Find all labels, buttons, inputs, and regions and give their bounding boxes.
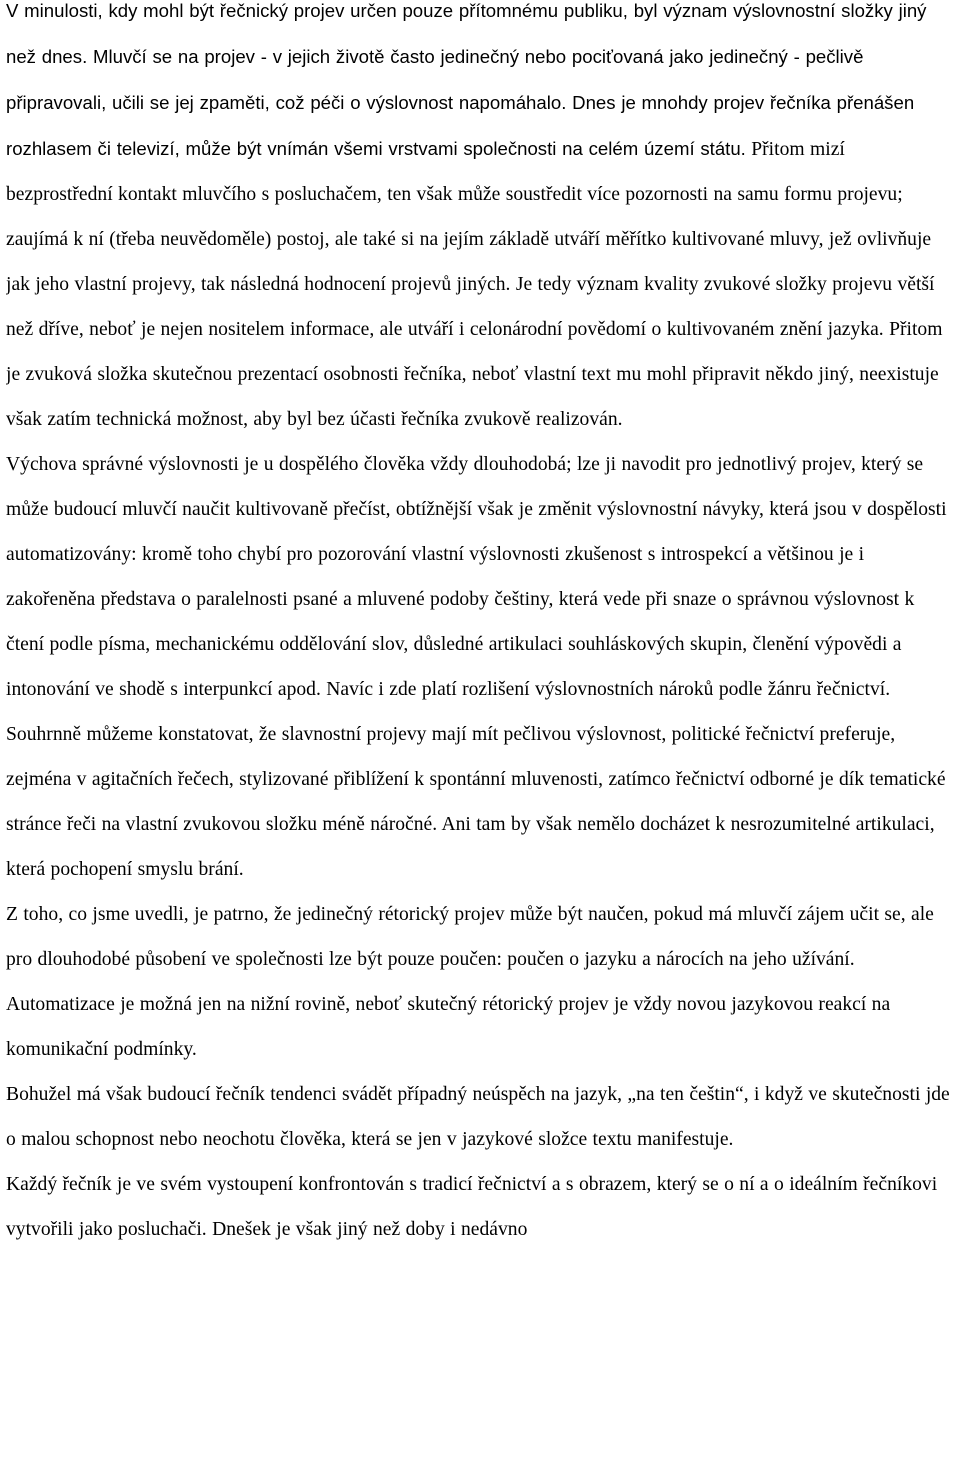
document-page: [6, 0, 956, 1462]
paragraph-1-sans-part: V minulosti, kdy mohl být řečnický projev určen pouze přítomnému publiku, byl význam výslovnostní složky jiný než dnes. Mluvčí se na projev - v jejich životě často jedinečný nebo pociťovaná jako jedinečný - pečlivě připravovali, učili se jej zpaměti, což péči o výslovnost napomáhalo. Dnes je mnohdy projev řečníka přenášen rozhlasem či televizí, může být vnímán všemi vrstvami společnosti na celém území státu.: [6, 0, 927, 159]
paragraph-1: [6, 0, 956, 442]
paragraph-5: Každý řečník je ve svém vystoupení konfrontován s tradicí řečnictví a s obrazem, který se o ní a o ideálním řečníkovi vytvořili jako posluchači. Dnešek je však jiný než doby i nedávno: [6, 1174, 938, 1240]
paragraph-4: Bohužel má však budoucí řečník tendenci svádět případný neúspěch na jazyk, „na ten češtin“, i když ve skutečnosti jde o malou schopnost nebo neochotu člověka, která se jen v jazykové složce textu manifestuje.: [6, 1084, 950, 1150]
paragraph-3: Z toho, co jsme uvedli, je patrno, že jedinečný rétorický projev může být naučen, pokud má mluvčí zájem učit se, ale pro dlouhodobé působení ve společnosti lze být pouze poučen: poučen o jazyku a nárocích na jeho užívání. Automatizace je možná jen na nižní rovině, neboť skutečný rétorický projev je vždy novou jazykovou reakcí na komunikační podmínky.: [6, 904, 934, 1060]
paragraph-1-serif-part: Přitom mizí bezprostřední kontakt mluvčího s posluchačem, ten však může soustředit více pozornosti na samu formu projevu; zaujímá k ní (třeba neuvědoměle) postoj, ale také si na jejím základě utváří měřítko kultivované mluvy, jež ovlivňuje jak jeho vlastní projevy, tak následná hodnocení projevů jiných. Je tedy význam kvality zvukové složky projevu větší než dříve, neboť je nejen nositelem informace, ale utváří i celonárodní povědomí o kultivovaném znění jazyka. Přitom je zvuková složka skutečnou prezentací osobnosti řečníka, neboť vlastní text mu mohl připravit někdo jiný, neexistuje však zatím technická možnost, aby byl bez účasti řečníka zvukově realizován.: [6, 139, 943, 430]
paragraph-2: Výchova správné výslovnosti je u dospělého člověka vždy dlouhodobá; lze ji navodit pro jednotlivý projev, který se může budoucí mluvčí naučit kultivovaně přečíst, obtížnější však je změnit výslovnostní návyky, která jsou v dospělosti automatizovány: kromě toho chybí pro pozorování vlastní výslovnosti zkušenost s introspekcí a většinou je i zakořeněna představa o paralelnosti psané a mluvené podoby češtiny, která vede při snaze o správnou výslovnost k čtení podle písma, mechanickému oddělování slov, důsledné artikulaci souhláskových skupin, členění výpovědi a intonování ve shodě s interpunkcí apod. Navíc i zde platí rozlišení výslovnostních nároků podle žánru řečnictví. Souhrnně můžeme konstatovat, že slavnostní projevy mají mít pečlivou výslovnost, politické řečnictví preferuje, zejména v agitačních řečech, stylizované přiblížení k spontánní mluvenosti, zatímco řečnictví odborné je dík tematické stránce řeči na vlastní zvukovou složku méně náročné. Ani tam by však nemělo docházet k nesrozumitelné artikulaci, která pochopení smyslu brání.: [6, 454, 947, 880]
